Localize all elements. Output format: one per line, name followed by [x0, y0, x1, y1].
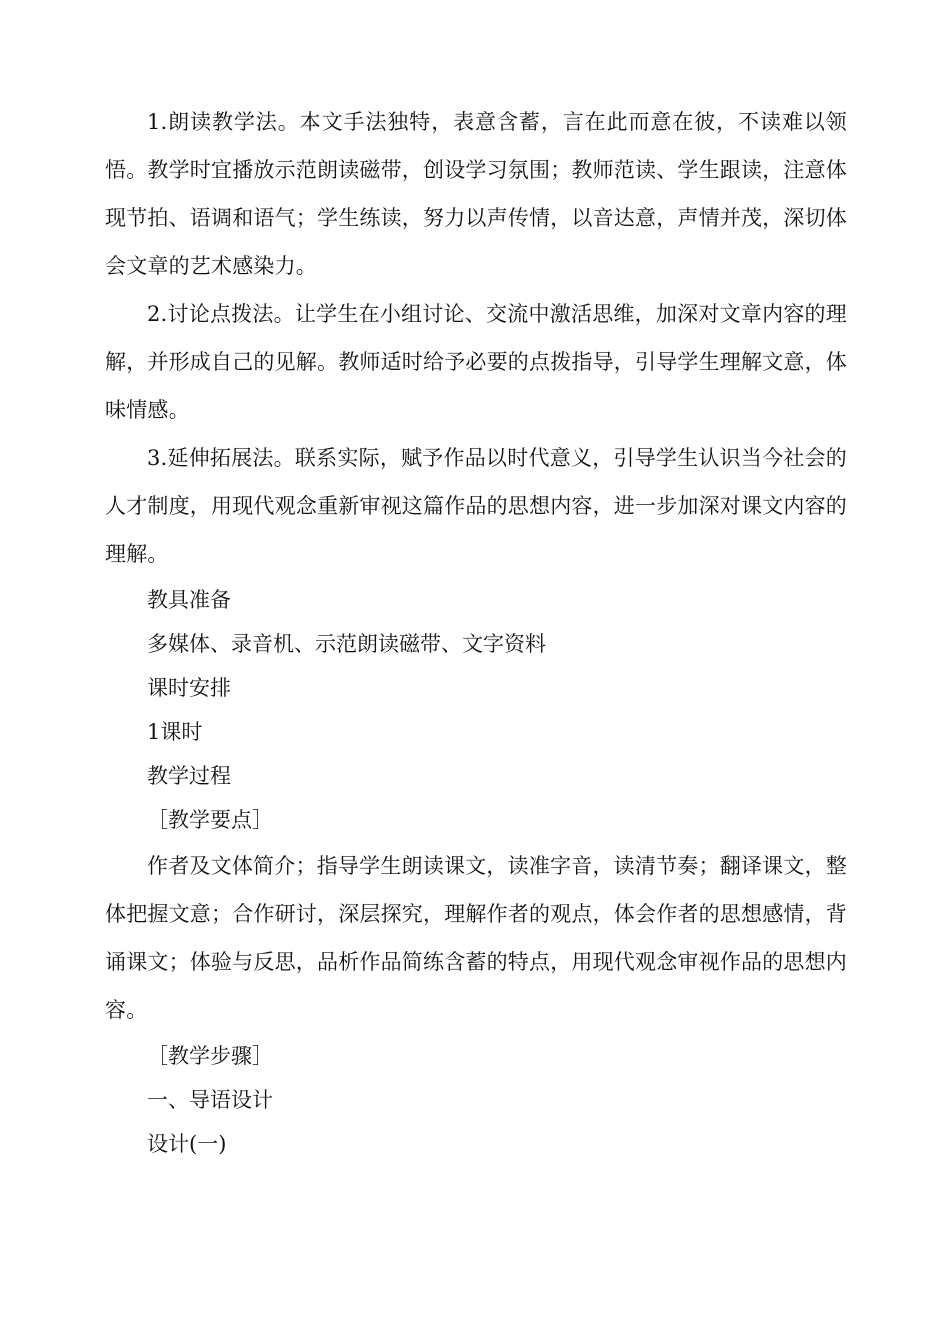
schedule-heading: 课时安排 [147, 676, 231, 700]
method-paragraph-3: 3.延伸拓展法。联系实际，赋予作品以时代意义，引导学生认识当今社会的人才制度，用现代观念重新审视这篇作品的思想内容，进一步加深对课文内容的理解。 [105, 446, 847, 566]
method-paragraph-2: 2.讨论点拨法。让学生在小组讨论、交流中激活思维，加深对文章内容的理解，并形成自己的见解。教师适时给予必要的点拨指导，引导学生理解文意，体味情感。 [105, 302, 847, 422]
process-heading: 教学过程 [147, 764, 231, 788]
steps-heading: ［教学步骤］ [147, 1044, 273, 1068]
equipment-heading: 教具准备 [147, 588, 231, 612]
schedule-text: 1课时 [147, 720, 203, 744]
key-points-paragraph: 作者及文体简介；指导学生朗读课文，读准字音，读清节奏；翻译课文，整体把握文意；合作研讨，深层探究，理解作者的观点，体会作者的思想感情，背诵课文；体验与反思，品析作品简练含蓄的特点，用现代观念审视作品的思想内容。 [105, 854, 847, 1022]
key-points-heading: ［教学要点］ [147, 808, 273, 832]
equipment-text: 多媒体、录音机、示范朗读磁带、文字资料 [147, 632, 546, 656]
method-paragraph-1: 1.朗读教学法。本文手法独特，表意含蓄，言在此而意在彼，不读难以领悟。教学时宜播放示范朗读磁带，创设学习氛围；教师范读、学生跟读，注意体现节拍、语调和语气；学生练读，努力以声传情，以音达意，声情并茂，深切体会文章的艺术感染力。 [105, 110, 847, 278]
step-one-heading: 一、导语设计 [147, 1088, 273, 1112]
document-page [105, 98, 847, 1166]
design-one-heading: 设计(一) [147, 1132, 227, 1156]
